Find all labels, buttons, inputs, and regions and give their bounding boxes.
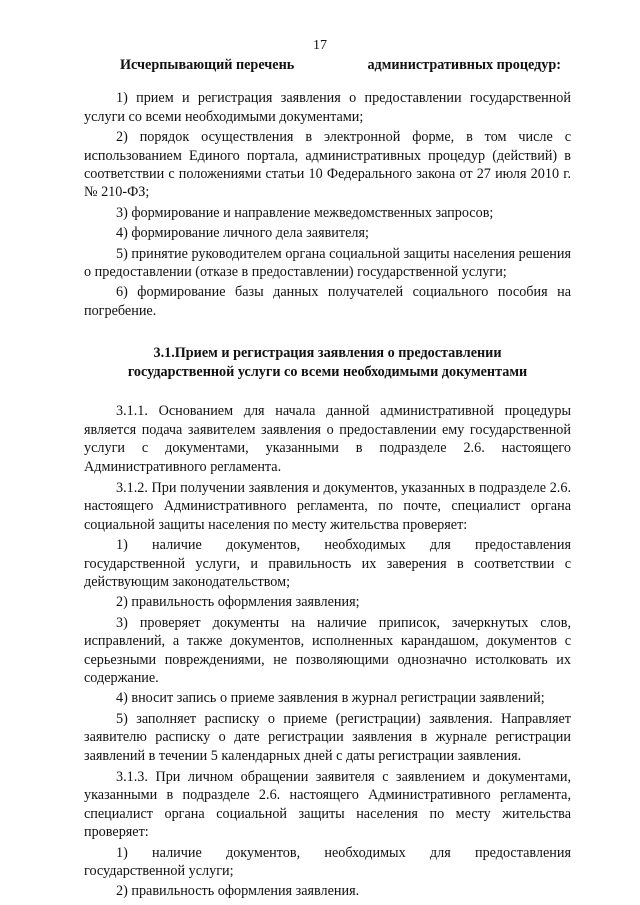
section-title <box>84 344 571 382</box>
list-item: 4) формирование личного дела заявителя; <box>116 225 369 242</box>
list-item: 1) прием и регистрация заявления о предоставлении государственной услуги со всеми необходимыми документами; <box>84 90 571 125</box>
body-paragraph: 1) наличие документов, необходимых для предоставления государственной услуги; <box>84 844 571 880</box>
body-paragraph: 5) заполняет расписку о приеме (регистрации) заявления. Направляет заявителю расписку о дате регистрации заявления в журнале регистрации заявлений в течении 5 календарных дней с даты регистрации заявления. <box>84 710 571 764</box>
body-paragraph: 3.1.3. При личном обращении заявителя с заявлением и документами, указанными в подразделе 2.6. настоящего Административного регламента, специалист органа социальной защиты населения по месту жительства проверяет: <box>84 769 571 841</box>
list-item: 6) формирование базы данных получателей социального пособия на погребение. <box>84 284 571 319</box>
body-paragraph: 1) наличие документов, необходимых для предоставления государственной услуги, и правильность их заверения в соответствии с действующим законодательством; <box>84 537 571 590</box>
section-title-line-2: государственной услуги со всеми необходимыми документами <box>127 364 528 381</box>
body-paragraph: 2) правильность оформления заявления. <box>116 883 360 900</box>
body-paragraph: 3) проверяет документы на наличие приписок, зачеркнутых слов, исправлений, а также документов, исполненных карандашом, документов с серьезными повреждениями, не позволяющими однозначно истолковать их содержание. <box>84 614 571 686</box>
section-title-line-1: 3.1.Прием и регистрация заявления о предоставлении <box>153 345 502 362</box>
heading-right: административных процедур: <box>367 57 561 73</box>
page-content <box>84 56 571 901</box>
procedures-heading <box>84 56 571 74</box>
body-paragraph: 2) правильность оформления заявления; <box>116 594 360 611</box>
list-item: 5) принятие руководителем органа социальной защиты населения решения о предоставлении (отказе в предоставлении) государственной услуги; <box>84 245 571 281</box>
body-paragraph: 4) вносит запись о приеме заявления в журнал регистрации заявлений; <box>116 690 545 707</box>
body-paragraph: 3.1.1. Основанием для начала данной административной процедуры является подача заявителем заявления о предоставлении ему государственной услуги с документами, указанными в подразделе 2.6. настоящего Административного регламента. <box>84 403 571 475</box>
heading-left: Исчерпывающий перечень <box>120 57 295 73</box>
list-item: 2) порядок осуществления в электронной форме, в том числе с использованием Единого портала, административных процедур (действий) в соответствии с положениями статьи 10 Федерального закона от 27 июля 2010 г. № 210-ФЗ; <box>84 129 571 201</box>
page-number: 17 <box>313 38 327 53</box>
list-item: 3) формирование и направление межведомственных запросов; <box>116 204 494 221</box>
body-paragraph: 3.1.2. При получении заявления и документов, указанных в подразделе 2.6. настоящего Административного регламента, по почте, специалист органа социальной защиты населения по месту жительства проверяет: <box>84 479 571 533</box>
